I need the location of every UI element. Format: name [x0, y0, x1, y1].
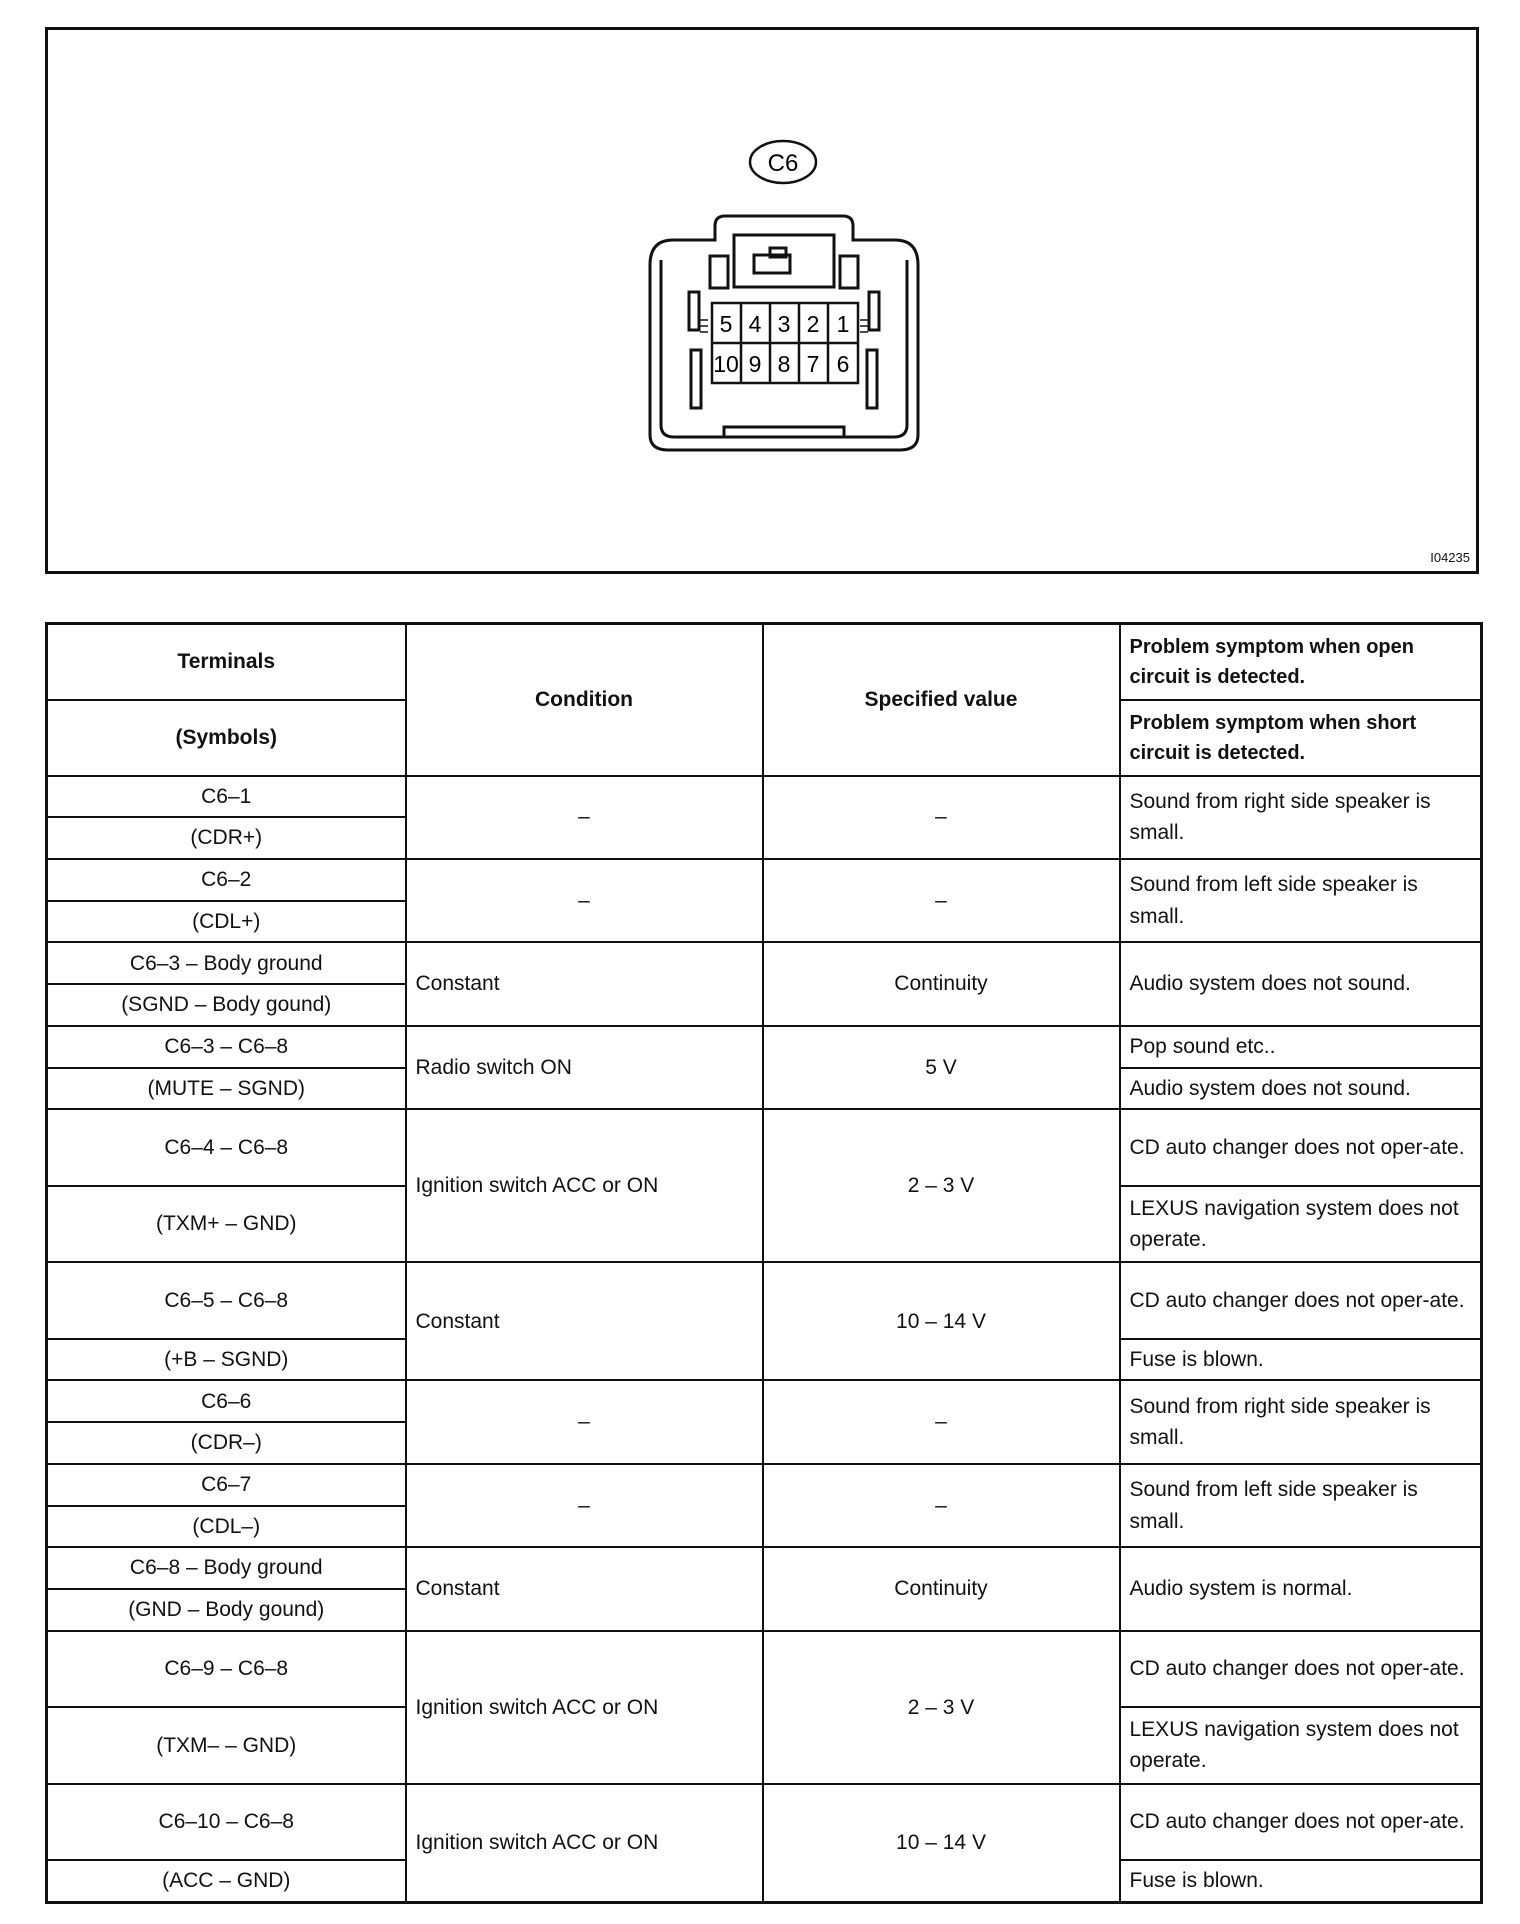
- table-row: [47, 1380, 1482, 1422]
- table-row: [47, 1026, 1482, 1068]
- terminal-spec-table: [45, 622, 1483, 1904]
- pin-8: 8: [777, 351, 791, 377]
- table-row: [47, 1464, 1482, 1506]
- specified-value-cell: –: [763, 1464, 1120, 1547]
- table-header: [47, 624, 1482, 776]
- pin-2: 2: [806, 311, 820, 337]
- short-circuit-symptom-cell: Fuse is blown.: [1120, 1339, 1482, 1381]
- open-circuit-symptom-cell: CD auto changer does not oper-ate.: [1120, 1784, 1482, 1860]
- pin-9: 9: [748, 351, 762, 377]
- pin-5: 5: [719, 311, 733, 337]
- specified-value-cell: Continuity: [763, 942, 1120, 1025]
- table-body: [47, 776, 1482, 1903]
- header-condition: Condition: [406, 624, 763, 776]
- symptom-cell: Sound from left side speaker is small.: [1120, 859, 1482, 942]
- condition-cell: Constant: [406, 942, 763, 1025]
- specified-value-cell: –: [763, 859, 1120, 942]
- terminal-cell: C6–7: [47, 1464, 406, 1506]
- terminal-cell: C6–5 – C6–8: [47, 1262, 406, 1338]
- condition-cell: –: [406, 776, 763, 859]
- short-circuit-symptom-cell: LEXUS navigation system does not operate.: [1120, 1186, 1482, 1262]
- symbol-cell: (+B – SGND): [47, 1339, 406, 1381]
- open-circuit-symptom-cell: CD auto changer does not oper-ate.: [1120, 1109, 1482, 1185]
- terminal-cell: C6–2: [47, 859, 406, 901]
- header-terminals: Terminals: [47, 624, 406, 700]
- symptom-cell: Audio system is normal.: [1120, 1547, 1482, 1630]
- table-row: [47, 1109, 1482, 1185]
- specified-value-cell: Continuity: [763, 1547, 1120, 1630]
- condition-cell: –: [406, 859, 763, 942]
- symbol-cell: (ACC – GND): [47, 1860, 406, 1902]
- open-circuit-symptom-cell: Pop sound etc..: [1120, 1026, 1482, 1068]
- connector-diagram: [48, 30, 1476, 571]
- condition-cell: Ignition switch ACC or ON: [406, 1109, 763, 1262]
- pin-10: 10: [713, 351, 739, 377]
- terminal-cell: C6–10 – C6–8: [47, 1784, 406, 1860]
- terminal-cell: C6–1: [47, 776, 406, 818]
- terminal-cell: C6–3 – C6–8: [47, 1026, 406, 1068]
- table-row: [47, 942, 1482, 984]
- terminal-cell: C6–4 – C6–8: [47, 1109, 406, 1185]
- figure-id: I04235: [1430, 550, 1470, 565]
- condition-cell: Constant: [406, 1262, 763, 1380]
- pin-1: 1: [836, 311, 850, 337]
- condition-cell: Ignition switch ACC or ON: [406, 1631, 763, 1784]
- header-short-circuit: Problem symptom when short circuit is detected.: [1120, 700, 1482, 776]
- pin-4: 4: [748, 311, 762, 337]
- header-open-circuit: Problem symptom when open circuit is detected.: [1120, 624, 1482, 700]
- symptom-cell: Audio system does not sound.: [1120, 942, 1482, 1025]
- symptom-cell: Sound from left side speaker is small.: [1120, 1464, 1482, 1547]
- table-row: [47, 1631, 1482, 1707]
- specified-value-cell: 5 V: [763, 1026, 1120, 1109]
- table-row: [47, 1262, 1482, 1338]
- short-circuit-symptom-cell: Audio system does not sound.: [1120, 1068, 1482, 1110]
- connector-figure: [45, 27, 1479, 574]
- symbol-cell: (TXM+ – GND): [47, 1186, 406, 1262]
- symbol-cell: (CDR+): [47, 817, 406, 859]
- condition-cell: Ignition switch ACC or ON: [406, 1784, 763, 1903]
- terminal-cell: C6–9 – C6–8: [47, 1631, 406, 1707]
- table-row: [47, 1784, 1482, 1860]
- terminal-cell: C6–3 – Body ground: [47, 942, 406, 984]
- short-circuit-symptom-cell: LEXUS navigation system does not operate.: [1120, 1707, 1482, 1783]
- pin-7: 7: [806, 351, 820, 377]
- symbol-cell: (CDR–): [47, 1422, 406, 1464]
- symbol-cell: (CDL+): [47, 901, 406, 943]
- pin-3: 3: [777, 311, 791, 337]
- condition-cell: –: [406, 1380, 763, 1463]
- specified-value-cell: 2 – 3 V: [763, 1109, 1120, 1262]
- specified-value-cell: 2 – 3 V: [763, 1631, 1120, 1784]
- table-row: [47, 776, 1482, 818]
- open-circuit-symptom-cell: CD auto changer does not oper-ate.: [1120, 1262, 1482, 1338]
- condition-cell: Radio switch ON: [406, 1026, 763, 1109]
- specified-value-cell: 10 – 14 V: [763, 1784, 1120, 1903]
- symbol-cell: (TXM– – GND): [47, 1707, 406, 1783]
- table-row: [47, 1547, 1482, 1589]
- table-row: [47, 859, 1482, 901]
- symbol-cell: (CDL–): [47, 1506, 406, 1548]
- terminal-cell: C6–8 – Body ground: [47, 1547, 406, 1589]
- condition-cell: Constant: [406, 1547, 763, 1630]
- connector-label: C6: [767, 150, 799, 177]
- header-symbols: (Symbols): [47, 700, 406, 776]
- short-circuit-symptom-cell: Fuse is blown.: [1120, 1860, 1482, 1902]
- terminal-cell: C6–6: [47, 1380, 406, 1422]
- symptom-cell: Sound from right side speaker is small.: [1120, 776, 1482, 859]
- symbol-cell: (SGND – Body gound): [47, 984, 406, 1026]
- symptom-cell: Sound from right side speaker is small.: [1120, 1380, 1482, 1463]
- header-specified-value: Specified value: [763, 624, 1120, 776]
- condition-cell: –: [406, 1464, 763, 1547]
- specified-value-cell: –: [763, 776, 1120, 859]
- specified-value-cell: –: [763, 1380, 1120, 1463]
- symbol-cell: (GND – Body gound): [47, 1589, 406, 1631]
- specified-value-cell: 10 – 14 V: [763, 1262, 1120, 1380]
- pin-6: 6: [836, 351, 850, 377]
- symbol-cell: (MUTE – SGND): [47, 1068, 406, 1110]
- open-circuit-symptom-cell: CD auto changer does not oper-ate.: [1120, 1631, 1482, 1707]
